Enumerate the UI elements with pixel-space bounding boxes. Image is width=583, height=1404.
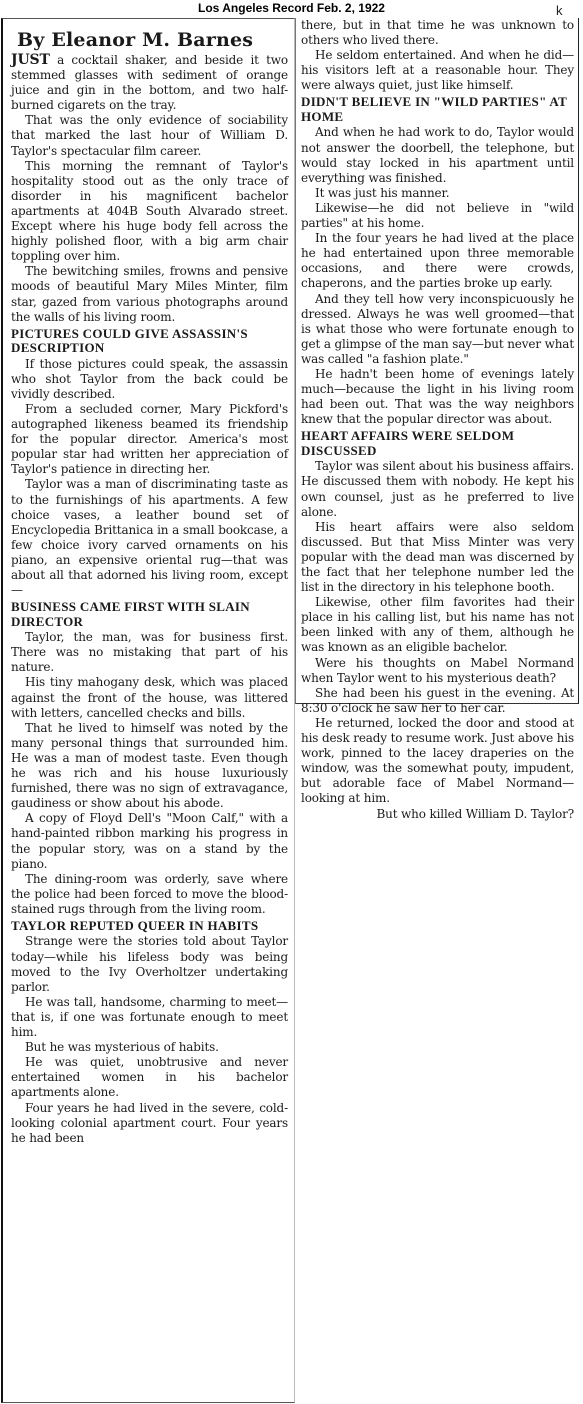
paragraph: Likewise—he did not believe in "wild parties" at his home. (301, 200, 574, 231)
paragraph-text: a cocktail shaker, and beside it two stemmed glasses with sediment of orange juice and gin in the bottom, and two half-burned cigarets on the tray. (11, 53, 288, 113)
paragraph: Taylor was a man of discriminating taste as to the furnishings of his apartments. A few choice vases, a leather bound set of Encyclopedia Brittanica in a small bookcase, a few choice ivory carved ornaments on his piano, an expensive oriental rug—that was about all that adorned his living room, except— (11, 477, 288, 598)
paragraph: He was quiet, unobtrusive and never entertained women in his bachelor apartments alone. (11, 1055, 288, 1100)
paragraph (11, 53, 288, 113)
closing-question: But who killed William D. Taylor? (376, 806, 574, 821)
paragraph: But he was mysterious of habits. (25, 1040, 219, 1055)
section-heading: TAYLOR REPUTED QUEER IN HABITS (11, 917, 259, 933)
paragraph: He hadn't been home of evenings lately much—because the light in his living room had been out. That was the way neighbors knew that the popular director was about. (301, 366, 574, 427)
paragraph: And they tell how very inconspicuously he dressed. Always he was well groomed—that is what those who were fortunate enough to get a glimpse of the man say—but never what was called "a fashion plate." (301, 291, 574, 366)
paragraph: He returned, locked the door and stood at his desk ready to resume work. Just above his work, pinned to the lacey draperies on the window, was the somewhat pouty, impudent, but adorable face of Mabel Normand—looking at him. (301, 715, 574, 806)
paragraph: He seldom entertained. And when he did—his visitors left at a reasonable hour. They were always quiet, just like himself. (301, 48, 574, 93)
lead-word: JUST (11, 52, 50, 68)
paragraph: Taylor, the man, was for business first. There was no mistaking that part of his nature. (11, 630, 288, 675)
paragraph: In the four years he had lived at the place he had entertained upon three memorable occasions, and there were crowds, chaperons, and the parties broke up early. (301, 231, 574, 291)
section-heading: PICTURES COULD GIVE ASSASSIN'S DESCRIPTION (11, 325, 248, 356)
handwritten-mark: k (556, 3, 563, 18)
section-heading: BUSINESS CAME FIRST WITH SLAIN DIRECTOR (11, 599, 250, 629)
paragraph: If those pictures could speak, the assassin who shot Taylor from the back could be vividly described. (11, 356, 288, 401)
paragraph: Strange were the stories told about Taylor today—while his lifeless body was being moved to the Ivy Overholtzer undertaking parlor. (11, 934, 288, 994)
byline: By Eleanor M. Barnes (17, 29, 254, 51)
article-left-column (11, 29, 288, 1398)
paragraph: It was just his manner. (315, 185, 450, 200)
clipping-right-column (295, 18, 579, 821)
section-heading: HEART AFFAIRS WERE SELDOM DISCUSSED (301, 428, 515, 458)
paragraph: His heart affairs were also seldom discussed. But that Miss Minter was very popular with the dead man was discerned by the fact that her telephone number led the list in the directory in his telephone booth. (301, 519, 574, 595)
paragraph: She had been his guest in the evening. At 8:30 o'clock he saw her to her car. (301, 685, 574, 715)
paragraph: there, but in that time he was unknown to others who lived there. (301, 18, 574, 48)
paragraph: This morning the remnant of Taylor's hospitality stood out as the only trace of disorder in his magnificent bachelor apartments at 404B South Alvarado street. Except where his huge body fell across the highly polished floor, with a big arm chair toppling over him. (11, 158, 288, 264)
paragraph: Four years he had lived in the severe, cold-looking colonial apartment court. Four years he had been (11, 1100, 288, 1145)
clipping-left-column (1, 18, 295, 1403)
paragraph: From a secluded corner, Mary Pickford's autographed likeness beamed its friendship for the popular director. America's most popular star had written her appreciation of Taylor's patience in directing her. (11, 401, 288, 477)
paragraph: Likewise, other film favorites had their place in his calling list, but his name has not been linked with any of them, although he was known as an eligible bachelor. (301, 595, 574, 655)
paragraph: Were his thoughts on Mabel Normand when Taylor went to his mysterious death? (301, 655, 574, 685)
section-heading: DIDN'T BELIEVE IN "WILD PARTIES" AT HOME (301, 94, 567, 124)
paragraph: And when he had work to do, Taylor would not answer the doorbell, the telephone, but would stay locked in his apartment until everything was finished. (301, 125, 574, 185)
paragraph: A copy of Floyd Dell's "Moon Calf," with a hand-painted ribbon marking his progress in the popular story, was on a stand by the piano. (11, 811, 288, 871)
masthead: Los Angeles Record Feb. 2, 1922 (198, 1, 385, 15)
paragraph: Taylor was silent about his business affairs. He discussed them with nobody. He kept his own counsel, just as he preferred to live alone. (301, 459, 574, 519)
paragraph: That he lived to himself was noted by the many personal things that surrounded him. He was a man of modest taste. Even though he was rich and his house luxuriously furnished, there was no sign of extravagance, gaudiness or show about his abode. (11, 720, 288, 811)
paragraph: He was tall, handsome, charming to meet—that is, if one was fortunate enough to meet him. (11, 994, 288, 1040)
paragraph: The bewitching smiles, frowns and pensive moods of beautiful Mary Miles Minter, film star, gazed from various photographs around the walls of his living room. (11, 264, 288, 324)
paragraph: The dining-room was orderly, save where the police had been forced to move the blood-stained rugs through from the living room. (11, 871, 288, 916)
article-right-column (301, 18, 574, 821)
paragraph: His tiny mahogany desk, which was placed against the front of the house, was littered with letters, cancelled checks and bills. (11, 675, 288, 720)
paragraph: That was the only evidence of sociability that marked the last hour of William D. Taylor's spectacular film career. (11, 113, 288, 158)
